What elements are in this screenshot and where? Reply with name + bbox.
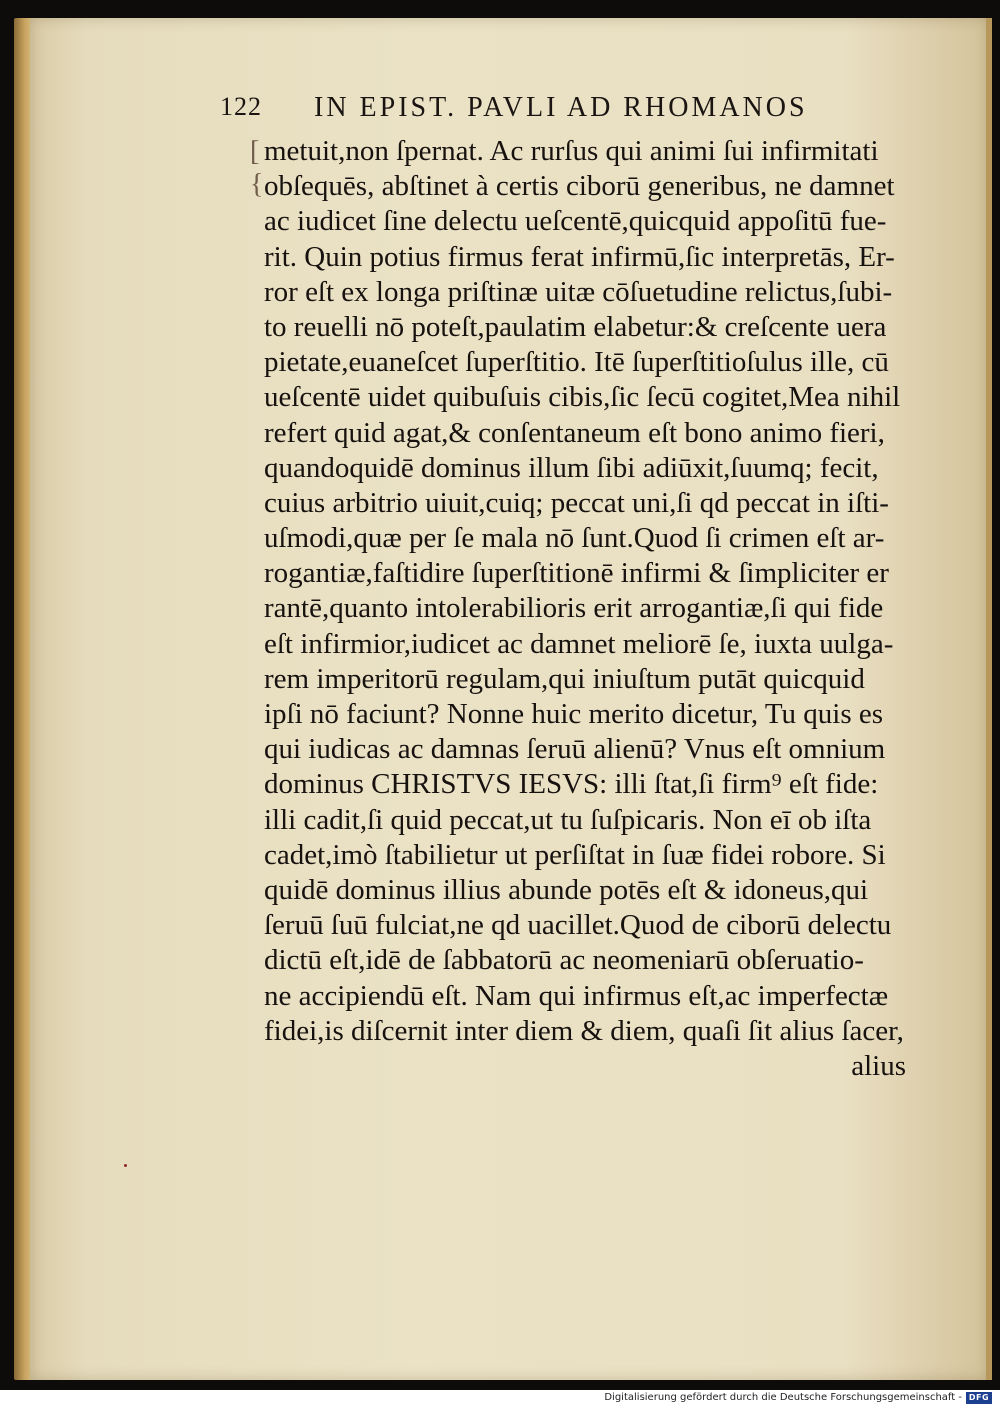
text-line: ſeruū ſuū fulciat,ne qd uacillet.Quod de ciborū delectu [264,909,892,942]
margin-bracket-mark: { [250,169,264,200]
margin-bracket-mark: [ [250,136,260,167]
running-title: IN EPIST. PAVLI AD RHOMANOS [314,92,808,123]
text-line: ror eſt ex longa priſtinæ uitæ cōſuetudine relictus,ſubi- [264,275,893,308]
text-line: rem imperitorū regulam,qui iniuſtum putāt quicquid [264,662,865,695]
page-header [220,92,840,132]
text-line: to reuelli nō poteſt,paulatim elabetur:& creſcente uera [264,310,887,343]
text-line: ueſcentē uidet quibuſuis cibis,ſic ſecū cogitet,Mea nihil [264,381,901,414]
text-line: pietate,euaneſcet ſuperſtitio. Itē ſuperſtitioſulus ille, cū [264,346,889,379]
text-line: obſequēs, abſtinet à certis ciborū generibus, ne damnet [264,170,895,203]
text-line: dictū eſt,idē de ſabbatorū ac neomeniarū obſeruatio- [264,944,864,977]
text-line: quandoquidē dominus illum ſibi adiūxit,ſuumq; fecit, [264,451,879,484]
text-line: rit. Quin potius firmus ferat infirmū,ſic interpretās, Er- [264,240,895,273]
text-line: refert quid agat,& conſentaneum eſt bono animo fieri, [264,416,885,449]
text-line: ac iudicet ſine delectu ueſcentē,quicquid appoſitū fue- [264,205,887,238]
text-line: cadet,imò ſtabilietur ut perſiſtat in ſuæ fidei robore. Si [264,838,886,871]
main-text [264,134,912,1084]
folio-number: 122 [220,92,262,121]
text-line: uſmodi,quæ per ſe mala nō ſunt.Quod ſi crimen eſt ar- [264,522,885,555]
text-line: ipſi nō faciunt? Nonne huic merito dicetur, Tu quis es [264,698,884,730]
text-line: fidei,is diſcernit inter diem & diem, quaſi ſit alius ſacer, [264,1014,904,1047]
text-line: cuius arbitrio uiuit,cuiq; peccat uni,ſi qd peccat in iſti- [264,486,889,519]
text-line: quidē dominus illius abunde potēs eſt & idoneus,qui [264,873,869,906]
text-line: metuit,non ſpernat. Ac rurſus qui animi ſui infirmitati [264,135,879,167]
text-line: rantē,quanto intolerabilioris erit arrogantiæ,ſi qui fide [264,592,884,625]
dfg-logo: DFG [966,1392,992,1404]
text-line: ne accipiendū eſt. Nam qui infirmus eſt,ac imperfectæ [264,979,889,1012]
text-line: dominus CHRISTVS IESVS: illi ſtat,ſi firm⁹ eſt fide: [264,768,879,801]
text-line: rogantiæ,faſtidire ſuperſtitionē infirmi & ſimpliciter er [264,557,889,590]
text-line: eſt infirmior,iudicet ac damnet meliorē ſe, iuxta uulga- [264,627,894,660]
page-right-edge [986,18,992,1380]
digitization-credit: Digitalisierung gefördert durch die Deutsche Forschungsgemeinschaft - [604,1392,962,1403]
text-line: qui iudicas ac damnas ſeruū alienū? Vnus eſt omnium [264,733,886,766]
paper-speck [124,1164,127,1167]
text-line: illi cadit,ſi quid peccat,ut tu ſuſpicaris. Non eī ob iſta [264,803,872,836]
catchword: alius [851,1049,906,1082]
